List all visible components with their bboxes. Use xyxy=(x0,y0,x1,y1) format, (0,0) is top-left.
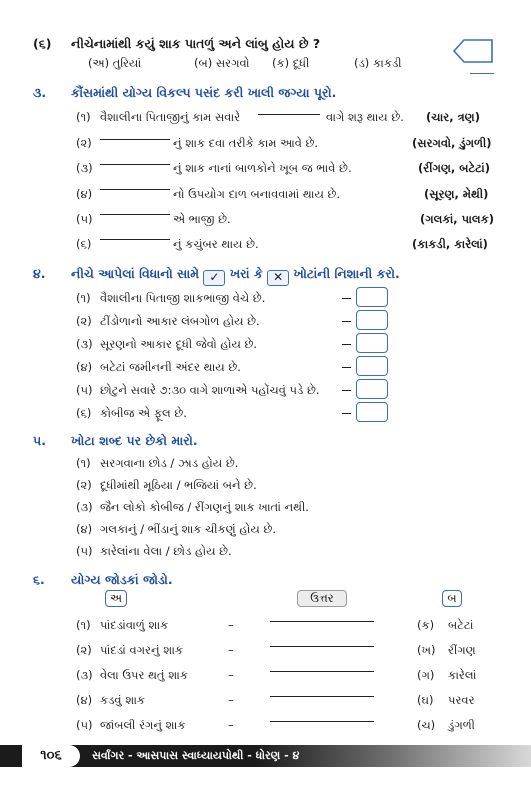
sec5-item-text[interactable]: દૂધીમાંથી મૂઠિયા / ભજિયાં બને છે. xyxy=(100,478,257,492)
page-number: ૧૦૬ xyxy=(22,745,80,767)
q6-option-a: (અ) તુરિયાં xyxy=(88,56,142,70)
q6-option-c: (ક) દૂધી xyxy=(272,56,310,70)
sec4-dash xyxy=(342,344,351,345)
sec5-item-number: (૫) xyxy=(76,544,93,558)
match-row-b: પરવર xyxy=(448,693,475,707)
match-answer-blank-3[interactable] xyxy=(270,671,374,672)
match-answer-blank-2[interactable] xyxy=(270,646,374,647)
answer-tag-underline xyxy=(470,73,494,74)
sec5-number: ૫. xyxy=(33,433,46,448)
answer-tag-box[interactable] xyxy=(452,38,494,64)
sec4-dash xyxy=(342,390,351,391)
sec4-item-text: વૈશાલીના પિતાજી શાકભાજી વેચે છે. xyxy=(100,291,266,305)
match-answer-blank-4[interactable] xyxy=(270,696,374,697)
sec3-choice: (કાકડી, કારેલાં) xyxy=(412,237,488,251)
sec6-title: યોગ્ય જોડકાં જોડો. xyxy=(71,572,173,587)
q6-number: (૬) xyxy=(33,36,52,51)
column-b-header: બ xyxy=(442,590,462,607)
sec6-number: ૬. xyxy=(33,572,45,587)
sec4-dash xyxy=(342,413,351,414)
sec3-item-number: (૩) xyxy=(76,161,93,175)
sec3-item-number: (૨) xyxy=(76,136,92,150)
sec4-dash xyxy=(342,367,351,368)
sec3-item-number: (૧) xyxy=(76,110,91,124)
sec3-choice: (ગલકાં, પાલક) xyxy=(420,212,495,226)
match-row-b-number: (ચ) xyxy=(417,718,436,732)
match-row-a: વેલા ઉપર થતું શાક xyxy=(100,668,188,682)
answer-column-header: ઉત્તર xyxy=(297,590,347,607)
sec4-title-part2: ખરાં કે xyxy=(229,266,263,281)
sec3-item-number: (૫) xyxy=(76,212,93,226)
match-dash: – xyxy=(228,618,234,632)
sec5-item-text[interactable]: સરગવાના છોડ / ઝાડ હોય છે. xyxy=(100,456,239,470)
sec4-item-text: કોબીજ એ ફૂલ છે. xyxy=(100,406,187,420)
tick-icon: ✓ xyxy=(203,270,225,286)
sec4-item-number: (૬) xyxy=(76,406,92,420)
sec3-choice: (સરગવો, ડુંગળી) xyxy=(412,136,492,150)
sec4-answer-box-4[interactable] xyxy=(356,356,388,376)
sec4-item-number: (૨) xyxy=(76,314,92,328)
match-row-b-number: (ગ) xyxy=(417,668,435,682)
match-dash: – xyxy=(228,643,234,657)
match-dash: – xyxy=(228,668,234,682)
sec4-item-text: બટેટાં જમીનની અંદર થાય છે. xyxy=(100,360,241,374)
sec5-item-text[interactable]: ગલકાનું / ભીંડાનું શાક ચીકણું હોય છે. xyxy=(100,522,277,536)
sec4-item-number: (૫) xyxy=(76,383,93,397)
sec3-blank-4[interactable] xyxy=(100,189,170,190)
sec3-title: કૌંસમાંથી યોગ્ય વિકલ્પ પસંદ કરી ખાલી જગ્યા પૂરો. xyxy=(71,85,337,100)
match-row-number: (૩) xyxy=(76,668,93,682)
sec4-item-text: સૂરણનો આકાર દૂધી જેવો હોય છે. xyxy=(100,337,258,351)
sec4-item-number: (૧) xyxy=(76,291,91,305)
sec5-item-text[interactable]: કારેલાંના વેલા / છોડ હોય છે. xyxy=(100,544,232,558)
match-row-a: જાંબલી રંગનું શાક xyxy=(100,718,186,732)
match-row-b-number: (ઘ) xyxy=(417,693,434,707)
sec5-item-number: (૨) xyxy=(76,478,92,492)
sec3-item-text: વૈશાલીના પિતાજીનું કામ સવારે xyxy=(100,110,241,124)
sec4-answer-box-1[interactable] xyxy=(356,287,388,307)
match-row-b-number: (ખ) xyxy=(417,643,436,657)
match-row-b-number: (ક) xyxy=(417,618,435,632)
match-row-b: ડુંગળી xyxy=(448,718,475,732)
footer-title: સર્વાંગર - આસપાસ સ્વાધ્યાયપોથી - ધોરણ - ૪ xyxy=(92,749,300,762)
sec3-number: ૩. xyxy=(33,85,47,100)
sec4-title-part1: નીચે આપેલાં વિધાનો સામે xyxy=(71,266,200,281)
match-row-a: કડવું શાક xyxy=(100,693,146,707)
sec4-item-text: છોટુને સવારે ૭:૩૦ વાગે શાળાએ પહોંચવું પડે છે. xyxy=(100,383,320,397)
sec4-dash xyxy=(342,298,351,299)
sec3-item-text: નું કચુંબર થાય છે. xyxy=(173,237,259,251)
sec4-item-text: ટીંડોળાનો આકાર લંબગોળ હોય છે. xyxy=(100,314,260,328)
sec3-item-text: નું શાક દવા તરીકે કામ આવે છે. xyxy=(173,136,319,150)
sec4-answer-box-2[interactable] xyxy=(356,310,388,330)
sec4-answer-box-5[interactable] xyxy=(356,379,388,399)
sec3-choice: (સૂરણ, મેથી) xyxy=(424,187,489,201)
sec3-item-number: (૬) xyxy=(76,237,92,251)
match-row-number: (૨) xyxy=(76,643,92,657)
sec3-blank-3[interactable] xyxy=(100,164,170,165)
sec3-item-number: (૪) xyxy=(76,187,93,201)
match-row-a: પાંદડાં વગરનું શાક xyxy=(100,643,184,657)
match-row-a: પાંદડાંવાળું શાક xyxy=(100,618,169,632)
match-row-number: (૫) xyxy=(76,718,93,732)
match-answer-blank-5[interactable] xyxy=(270,721,374,722)
sec5-item-number: (૪) xyxy=(76,522,93,536)
sec3-item-text: વાગે શરૂ થાય છે. xyxy=(326,110,404,124)
sec3-blank-5[interactable] xyxy=(100,214,170,215)
match-answer-blank-1[interactable] xyxy=(270,621,374,622)
q6-question: નીચેનામાંથી કયું શાક પાતળું અને લાંબુ હોય છે ? xyxy=(71,36,321,51)
sec3-blank-6[interactable] xyxy=(100,239,170,240)
sec4-item-number: (૪) xyxy=(76,360,93,374)
column-a-header: અ xyxy=(105,590,127,607)
sec3-blank-1[interactable] xyxy=(258,114,320,115)
sec3-item-text: એ ભાજી છે. xyxy=(173,212,231,226)
match-row-number: (૪) xyxy=(76,693,93,707)
sec4-answer-box-6[interactable] xyxy=(356,402,388,422)
sec4-title-part3: ખોટાંની નિશાની કરો. xyxy=(293,266,400,281)
sec4-dash xyxy=(342,321,351,322)
match-row-b: બટેટાં xyxy=(448,618,474,632)
match-dash: – xyxy=(228,693,234,707)
sec3-choice: (ચાર, ત્રણ) xyxy=(426,110,480,124)
q6-option-b: (બ) સરગવો xyxy=(194,56,250,70)
sec4-item-number: (૩) xyxy=(76,337,93,351)
sec4-title xyxy=(71,266,400,286)
cross-icon: ✕ xyxy=(267,270,289,286)
sec3-item-text: નો ઉપયોગ દાળ બનાવવામાં થાય છે. xyxy=(173,187,341,201)
q6-option-d: (ડ) કાકડી xyxy=(354,56,402,70)
sec4-answer-box-3[interactable] xyxy=(356,333,388,353)
match-row-b: રીંગણ xyxy=(448,643,476,657)
sec3-blank-2[interactable] xyxy=(100,139,170,140)
sec4-number: ૪. xyxy=(33,266,46,281)
match-row-b: કારેલાં xyxy=(448,668,477,682)
sec5-title: ખોટા શબ્દ પર છેકો મારો. xyxy=(71,433,198,448)
sec3-item-text: નું શાક નાનાં બાળકોને ખૂબ જ ભાવે છે. xyxy=(173,161,352,175)
match-row-number: (૧) xyxy=(76,618,91,632)
sec5-item-text[interactable]: જૈન લોકો કોબીજ / રીંગણનું શાક ખાતાં નથી. xyxy=(100,500,309,514)
match-dash: – xyxy=(228,718,234,732)
sec5-item-number: (૧) xyxy=(76,456,91,470)
sec3-choice: (રીંગણ, બટેટાં) xyxy=(418,161,490,175)
sec5-item-number: (૩) xyxy=(76,500,93,514)
